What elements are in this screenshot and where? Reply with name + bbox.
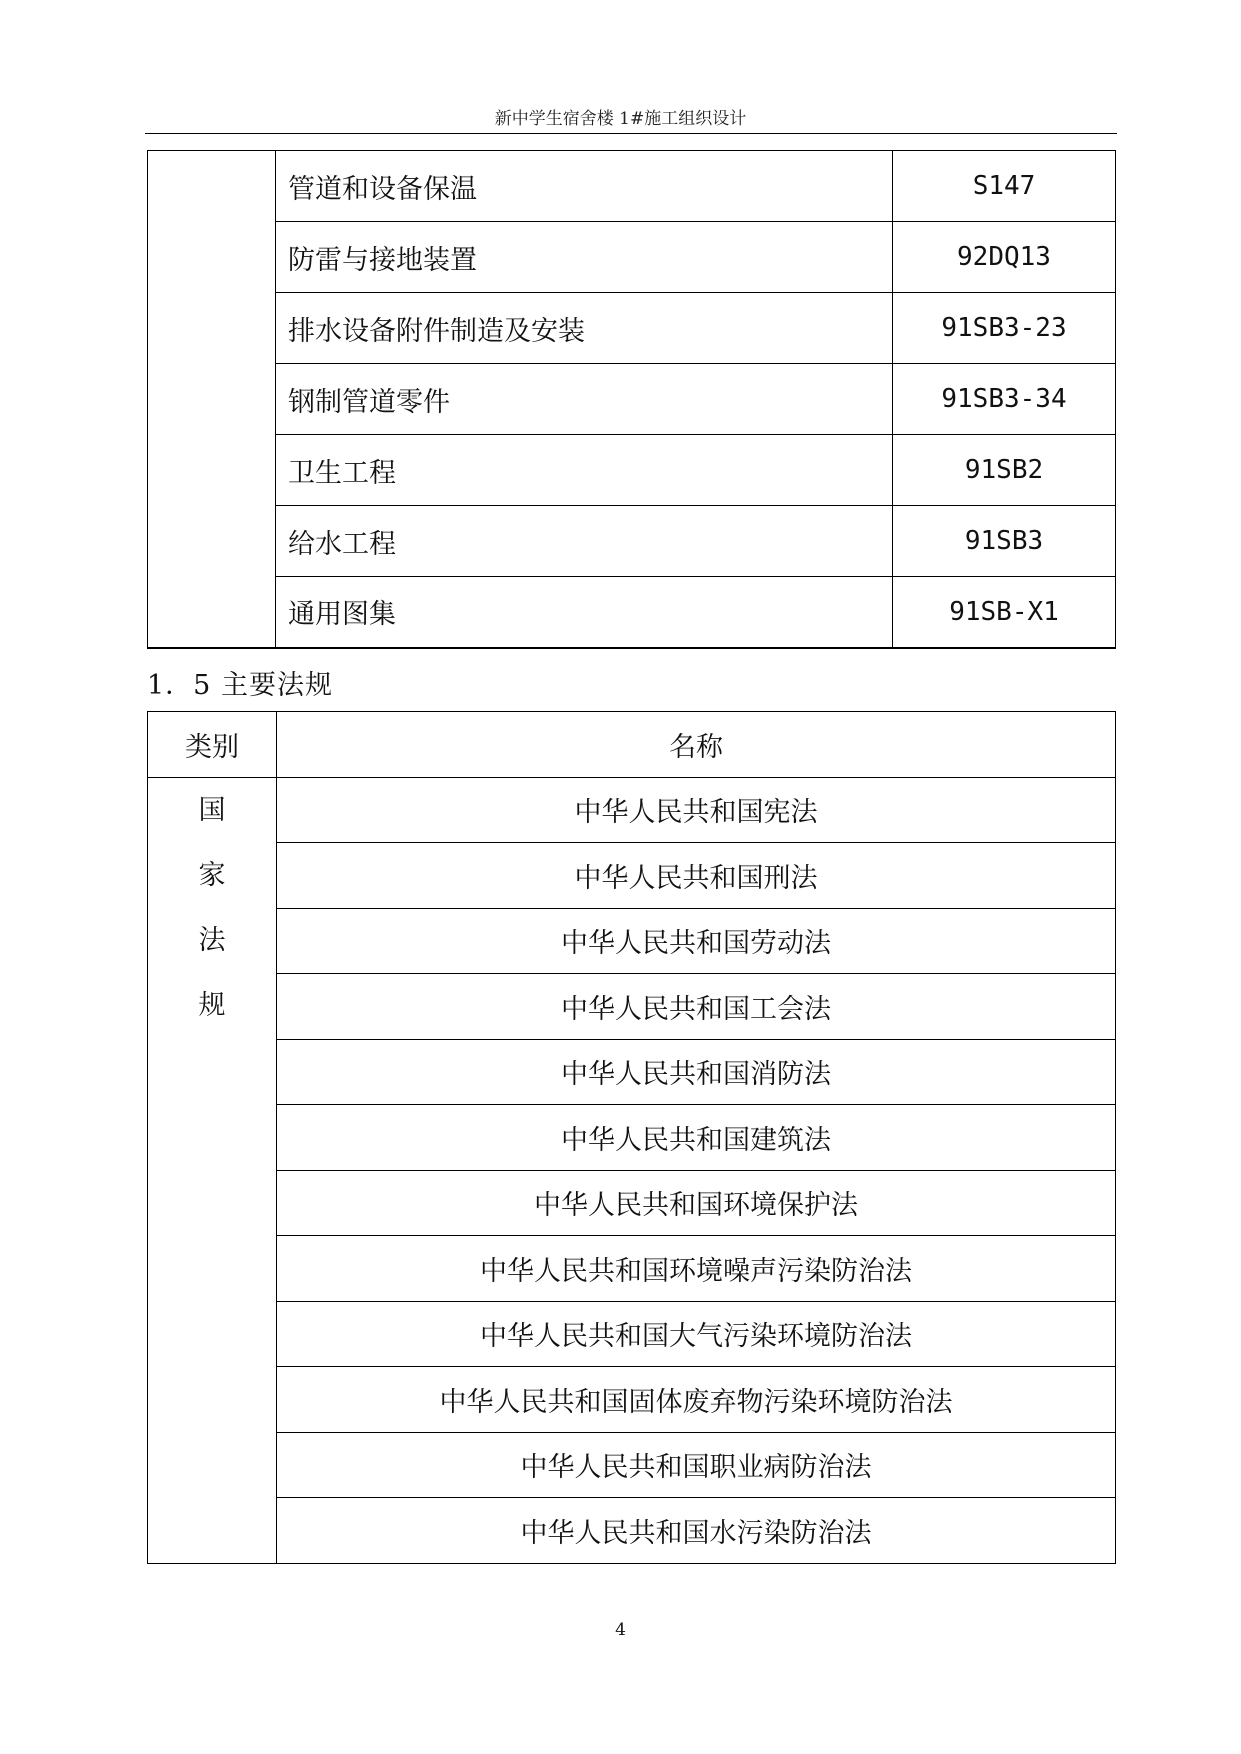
table-row [148, 435, 1116, 506]
table-row [148, 1236, 1116, 1302]
law-name: 中华人民共和国水污染防治法 [277, 1498, 1116, 1564]
table-row [148, 577, 1116, 648]
standard-name: 钢制管道零件 [276, 364, 893, 435]
column-header-name: 名称 [277, 712, 1116, 778]
law-name: 中华人民共和国工会法 [277, 974, 1116, 1040]
category-char: 规 [198, 989, 226, 1021]
standard-code: 91SB2 [893, 435, 1116, 506]
law-name: 中华人民共和国职业病防治法 [277, 1432, 1116, 1498]
standard-name: 卫生工程 [276, 435, 893, 506]
table-row [148, 1170, 1116, 1236]
standard-name: 通用图集 [276, 577, 893, 648]
standard-code: 91SB3-34 [893, 364, 1116, 435]
table-row [148, 222, 1116, 293]
law-name: 中华人民共和国宪法 [277, 777, 1116, 843]
table-row [148, 506, 1116, 577]
table-header-row [148, 712, 1116, 778]
standard-name: 防雷与接地装置 [276, 222, 893, 293]
category-char: 国 [198, 794, 226, 826]
table-row [148, 293, 1116, 364]
category-cell-empty [148, 151, 276, 648]
table-row [148, 1367, 1116, 1433]
table-row [148, 908, 1116, 974]
category-cell [148, 777, 277, 1563]
header-rule [145, 133, 1117, 134]
standard-code: S147 [893, 151, 1116, 222]
law-name: 中华人民共和国环境噪声污染防治法 [277, 1236, 1116, 1302]
law-name: 中华人民共和国环境保护法 [277, 1170, 1116, 1236]
standard-code: 91SB3 [893, 506, 1116, 577]
standard-name: 排水设备附件制造及安装 [276, 293, 893, 364]
table-row [148, 1039, 1116, 1105]
standard-code: 91SB3-23 [893, 293, 1116, 364]
table-row [148, 1105, 1116, 1171]
standards-table [147, 150, 1116, 649]
table-row [148, 1498, 1116, 1564]
table-row [148, 777, 1116, 843]
law-name: 中华人民共和国建筑法 [277, 1105, 1116, 1171]
table-row [148, 364, 1116, 435]
law-name: 中华人民共和国固体废弃物污染环境防治法 [277, 1367, 1116, 1433]
law-name: 中华人民共和国劳动法 [277, 908, 1116, 974]
standard-name: 给水工程 [276, 506, 893, 577]
category-char: 法 [198, 924, 226, 956]
page-number: 4 [615, 1620, 626, 1640]
law-name: 中华人民共和国消防法 [277, 1039, 1116, 1105]
laws-table [147, 711, 1116, 1564]
category-char: 家 [198, 859, 226, 891]
standard-code: 91SB-X1 [893, 577, 1116, 648]
table-row [148, 1301, 1116, 1367]
page-header-title: 新中学生宿舍楼 1#施工组织设计 [494, 109, 747, 129]
standard-code: 92DQ13 [893, 222, 1116, 293]
table-row [148, 1432, 1116, 1498]
table-row [148, 974, 1116, 1040]
table-row [148, 151, 1116, 222]
table-row [148, 843, 1116, 909]
law-name: 中华人民共和国大气污染环境防治法 [277, 1301, 1116, 1367]
column-header-category: 类别 [148, 712, 277, 778]
section-title: 1．5 主要法规 [147, 670, 333, 701]
law-name: 中华人民共和国刑法 [277, 843, 1116, 909]
standard-name: 管道和设备保温 [276, 151, 893, 222]
